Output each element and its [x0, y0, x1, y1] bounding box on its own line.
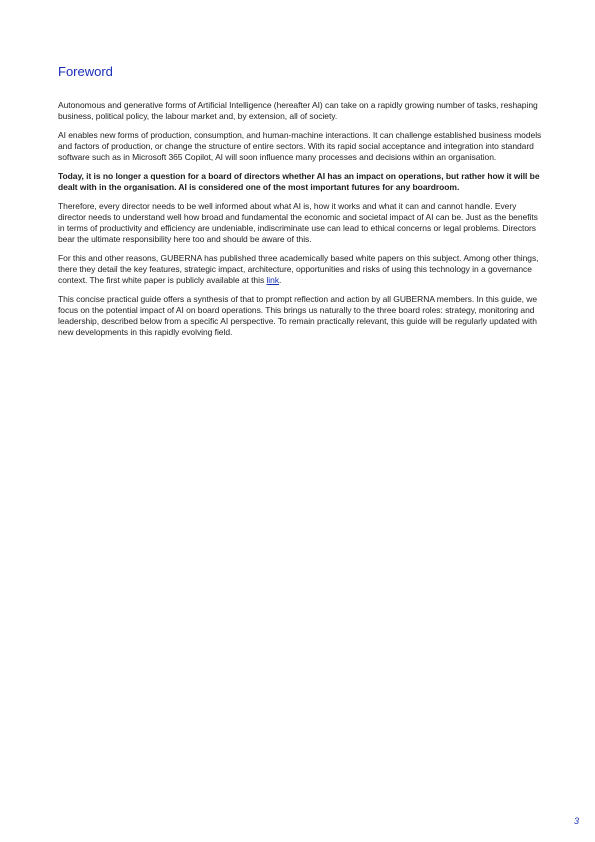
paragraph-with-link [58, 253, 544, 286]
paragraph: Autonomous and generative forms of Artificial Intelligence (hereafter AI) can take on a rapidly growing number of tasks, reshaping business, political policy, the labour market and, by extension, all of society. [58, 100, 538, 121]
paragraph: This concise practical guide offers a synthesis of that to prompt reflection and action by all GUBERNA members. In this guide, we focus on the potential impact of AI on board operations. This brings us naturally to the three board roles: strategy, monitoring and leadership, described below from a specific AI perspective. To remain practically relevant, this guide will be regularly updated with new developments in this rapidly evolving field. [58, 294, 538, 337]
page-number: 3 [573, 816, 579, 826]
link-suffix: . [279, 275, 282, 285]
paragraph: Therefore, every director needs to be well informed about what AI is, how it works and what it can and cannot handle. Every director needs to understand well how broad and fundamental the economic and societal impact of AI can be. Just as the benefits in terms of productivity and efficiency are undeniable, indiscriminate use can lead to ethical concerns or legal problems. Directors bear the ultimate responsibility here too and should be aware of this. [58, 201, 538, 244]
body-text [58, 100, 544, 346]
bold-paragraph: Today, it is no longer a question for a board of directors whether AI has an impact on operations, but rather how it will be dealt with in the organisation. AI is considered one of the most important futures for any boardroom. [58, 171, 540, 192]
paragraph: AI enables new forms of production, consumption, and human-machine interactions. It can challenge established business models and factors of production, or change the structure of entire sectors. With its rapid social acceptance and integration into standard software such as in Microsoft 365 Copilot, AI will soon influence many processes and decisions within an organisation. [58, 130, 542, 162]
page-heading: Foreword [58, 64, 113, 79]
paragraph-text: For this and other reasons, GUBERNA has published three academically based white papers on this subject. Among other things, there they detail the key features, strategic impact, architecture, opportunities and risks of using this technology in a governance context. The first white paper is publicly available at this [58, 253, 539, 285]
white-paper-link[interactable]: link [266, 275, 280, 285]
